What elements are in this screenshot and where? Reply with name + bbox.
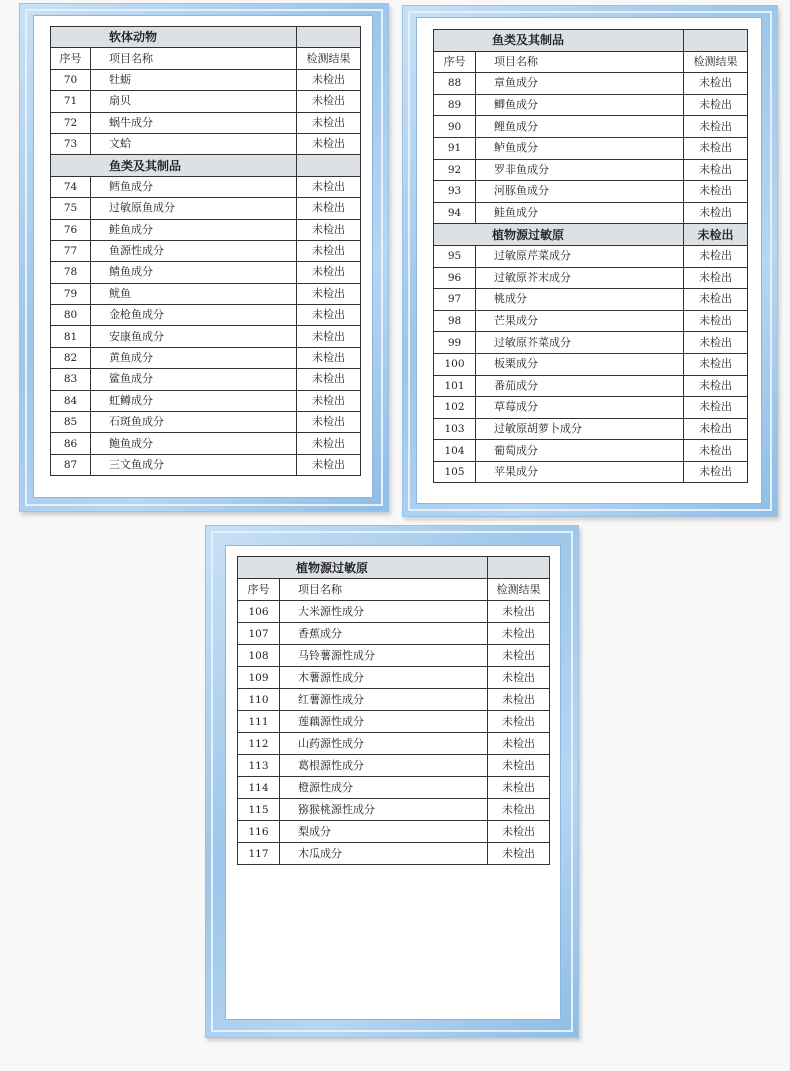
section-header <box>434 224 748 246</box>
table-row <box>238 799 550 821</box>
table-row <box>51 454 361 475</box>
section-header <box>238 557 550 579</box>
table-row <box>51 412 361 433</box>
row-number: 99 <box>434 332 476 354</box>
row-number: 89 <box>434 94 476 116</box>
row-item-name: 鱼源性成分 <box>91 240 297 261</box>
row-result: 未检出 <box>684 94 748 116</box>
row-result: 未检出 <box>297 433 361 454</box>
panel-3-table <box>237 556 550 865</box>
panel-2-paper <box>416 17 762 504</box>
row-item-name: 芒果成分 <box>476 310 684 332</box>
table-row <box>238 711 550 733</box>
row-item-name: 木瓜成分 <box>280 843 488 865</box>
row-number: 94 <box>434 202 476 224</box>
row-item-name: 大米源性成分 <box>280 601 488 623</box>
panel-3-frame <box>205 525 579 1038</box>
row-result: 未检出 <box>488 755 550 777</box>
row-item-name: 苹果成分 <box>476 461 684 483</box>
panel-1-table <box>50 26 361 476</box>
row-number: 106 <box>238 601 280 623</box>
table-row <box>434 461 748 483</box>
row-number: 78 <box>51 262 91 283</box>
table-row <box>51 133 361 154</box>
row-result: 未检出 <box>684 289 748 311</box>
table-row <box>238 755 550 777</box>
row-result: 未检出 <box>684 332 748 354</box>
row-item-name: 鲑鱼成分 <box>476 202 684 224</box>
table-row <box>51 283 361 304</box>
row-item-name: 罗非鱼成分 <box>476 159 684 181</box>
section-header <box>51 155 361 176</box>
row-item-name: 过敏原芥末成分 <box>476 267 684 289</box>
row-number: 72 <box>51 112 91 133</box>
table-row <box>434 181 748 203</box>
row-number: 75 <box>51 198 91 219</box>
row-result: 未检出 <box>684 267 748 289</box>
table-row <box>434 267 748 289</box>
row-number: 70 <box>51 69 91 90</box>
panel-1-frame <box>19 3 389 512</box>
row-item-name: 板栗成分 <box>476 353 684 375</box>
table-row <box>51 433 361 454</box>
row-item-name: 文蛤 <box>91 133 297 154</box>
row-result: 未检出 <box>488 843 550 865</box>
row-item-name: 鱿鱼 <box>91 283 297 304</box>
row-item-name: 安康鱼成分 <box>91 326 297 347</box>
section-header <box>51 27 361 48</box>
row-number: 107 <box>238 623 280 645</box>
row-result: 未检出 <box>297 326 361 347</box>
row-result: 未检出 <box>684 202 748 224</box>
row-item-name: 鲑鱼成分 <box>91 219 297 240</box>
table-row <box>238 733 550 755</box>
row-number: 79 <box>51 283 91 304</box>
row-item-name: 葡萄成分 <box>476 440 684 462</box>
row-result: 未检出 <box>297 133 361 154</box>
table-row <box>51 112 361 133</box>
row-item-name: 过敏原芹菜成分 <box>476 245 684 267</box>
row-result: 未检出 <box>488 799 550 821</box>
row-number: 112 <box>238 733 280 755</box>
table-row <box>434 397 748 419</box>
table-row <box>238 667 550 689</box>
row-item-name: 香蕉成分 <box>280 623 488 645</box>
row-item-name: 梨成分 <box>280 821 488 843</box>
row-item-name: 桃成分 <box>476 289 684 311</box>
row-result: 未检出 <box>488 645 550 667</box>
row-result: 未检出 <box>297 412 361 433</box>
row-number: 104 <box>434 440 476 462</box>
table-row <box>238 843 550 865</box>
row-result: 未检出 <box>684 245 748 267</box>
section-title: 植物源过敏原 <box>238 557 488 579</box>
row-number: 82 <box>51 347 91 368</box>
table-row <box>434 116 748 138</box>
row-result: 未检出 <box>297 176 361 197</box>
col-header-result: 检测结果 <box>297 48 361 69</box>
table-row <box>51 219 361 240</box>
row-item-name: 葛根源性成分 <box>280 755 488 777</box>
row-number: 113 <box>238 755 280 777</box>
table-row <box>51 305 361 326</box>
row-item-name: 草莓成分 <box>476 397 684 419</box>
table-row <box>51 390 361 411</box>
row-result: 未检出 <box>297 91 361 112</box>
row-result: 未检出 <box>488 821 550 843</box>
col-header-result: 检测结果 <box>488 579 550 601</box>
panel-1-tbody <box>51 27 361 476</box>
table-row <box>238 689 550 711</box>
table-row <box>51 69 361 90</box>
row-result: 未检出 <box>297 390 361 411</box>
row-result: 未检出 <box>488 777 550 799</box>
row-number: 85 <box>51 412 91 433</box>
row-item-name: 木薯源性成分 <box>280 667 488 689</box>
row-item-name: 过敏原芥菜成分 <box>476 332 684 354</box>
table-row <box>238 623 550 645</box>
table-row <box>51 198 361 219</box>
row-number: 76 <box>51 219 91 240</box>
row-number: 102 <box>434 397 476 419</box>
col-header-name: 项目名称 <box>91 48 297 69</box>
row-number: 114 <box>238 777 280 799</box>
row-item-name: 石斑鱼成分 <box>91 412 297 433</box>
row-item-name: 鲨鱼成分 <box>91 369 297 390</box>
row-number: 87 <box>51 454 91 475</box>
row-result: 未检出 <box>684 137 748 159</box>
row-number: 73 <box>51 133 91 154</box>
table-row <box>434 418 748 440</box>
row-result: 未检出 <box>297 240 361 261</box>
row-number: 108 <box>238 645 280 667</box>
row-number: 96 <box>434 267 476 289</box>
table-row <box>238 777 550 799</box>
table-row <box>51 240 361 261</box>
row-item-name: 三文鱼成分 <box>91 454 297 475</box>
row-number: 77 <box>51 240 91 261</box>
row-number: 95 <box>434 245 476 267</box>
section-title: 植物源过敏原 <box>434 224 684 246</box>
table-row <box>434 440 748 462</box>
table-row <box>51 176 361 197</box>
section-title: 鱼类及其制品 <box>434 30 684 52</box>
row-number: 109 <box>238 667 280 689</box>
col-header-no: 序号 <box>434 51 476 73</box>
table-row <box>434 159 748 181</box>
column-header-row <box>434 51 748 73</box>
section-title: 软体动物 <box>51 27 297 48</box>
row-number: 97 <box>434 289 476 311</box>
row-result: 未检出 <box>488 623 550 645</box>
row-result: 未检出 <box>297 198 361 219</box>
row-number: 103 <box>434 418 476 440</box>
row-item-name: 鲭鱼成分 <box>91 262 297 283</box>
panel-2-frame <box>402 5 778 517</box>
row-result: 未检出 <box>684 440 748 462</box>
col-header-no: 序号 <box>51 48 91 69</box>
table-row <box>434 94 748 116</box>
panel-2-tbody <box>434 30 748 483</box>
panel-3-tbody <box>238 557 550 865</box>
table-row <box>434 137 748 159</box>
row-number: 91 <box>434 137 476 159</box>
row-result: 未检出 <box>297 305 361 326</box>
row-result: 未检出 <box>488 689 550 711</box>
table-row <box>434 332 748 354</box>
row-item-name: 虹鳟成分 <box>91 390 297 411</box>
row-result: 未检出 <box>488 667 550 689</box>
table-row <box>434 73 748 95</box>
row-result: 未检出 <box>684 397 748 419</box>
panel-1-paper <box>33 15 373 498</box>
row-result: 未检出 <box>297 112 361 133</box>
row-number: 93 <box>434 181 476 203</box>
row-item-name: 金枪鱼成分 <box>91 305 297 326</box>
row-number: 111 <box>238 711 280 733</box>
row-result: 未检出 <box>488 601 550 623</box>
col-header-name: 项目名称 <box>280 579 488 601</box>
row-item-name: 猕猴桃源性成分 <box>280 799 488 821</box>
row-item-name: 鲍鱼成分 <box>91 433 297 454</box>
row-result: 未检出 <box>684 353 748 375</box>
row-number: 100 <box>434 353 476 375</box>
row-number: 81 <box>51 326 91 347</box>
row-number: 90 <box>434 116 476 138</box>
row-result: 未检出 <box>684 159 748 181</box>
row-result: 未检出 <box>488 733 550 755</box>
col-header-no: 序号 <box>238 579 280 601</box>
row-result: 未检出 <box>488 711 550 733</box>
row-number: 110 <box>238 689 280 711</box>
col-header-name: 项目名称 <box>476 51 684 73</box>
table-row <box>434 289 748 311</box>
row-result: 未检出 <box>297 347 361 368</box>
table-row <box>238 821 550 843</box>
row-item-name: 章鱼成分 <box>476 73 684 95</box>
row-item-name: 橙源性成分 <box>280 777 488 799</box>
panel-2-table <box>433 29 748 483</box>
row-item-name: 鲤鱼成分 <box>476 116 684 138</box>
row-number: 101 <box>434 375 476 397</box>
section-result: 未检出 <box>684 224 748 246</box>
row-number: 71 <box>51 91 91 112</box>
row-item-name: 蜗牛成分 <box>91 112 297 133</box>
section-result <box>684 30 748 52</box>
table-row <box>51 91 361 112</box>
row-item-name: 番茄成分 <box>476 375 684 397</box>
row-result: 未检出 <box>684 73 748 95</box>
row-number: 98 <box>434 310 476 332</box>
row-item-name: 山药源性成分 <box>280 733 488 755</box>
table-row <box>434 202 748 224</box>
table-row <box>51 262 361 283</box>
row-result: 未检出 <box>297 369 361 390</box>
row-result: 未检出 <box>684 418 748 440</box>
row-number: 105 <box>434 461 476 483</box>
row-item-name: 马铃薯源性成分 <box>280 645 488 667</box>
row-result: 未检出 <box>684 116 748 138</box>
column-header-row <box>51 48 361 69</box>
row-number: 80 <box>51 305 91 326</box>
row-item-name: 过敏原胡萝卜成分 <box>476 418 684 440</box>
row-item-name: 鳕鱼成分 <box>91 176 297 197</box>
col-header-result: 检测结果 <box>684 51 748 73</box>
row-result: 未检出 <box>684 461 748 483</box>
table-row <box>238 645 550 667</box>
row-number: 83 <box>51 369 91 390</box>
row-number: 86 <box>51 433 91 454</box>
table-row <box>434 375 748 397</box>
row-item-name: 扇贝 <box>91 91 297 112</box>
section-result <box>297 155 361 176</box>
table-row <box>51 369 361 390</box>
panel-3-paper <box>225 545 561 1020</box>
row-result: 未检出 <box>297 262 361 283</box>
table-row <box>238 601 550 623</box>
table-row <box>434 310 748 332</box>
row-item-name: 红薯源性成分 <box>280 689 488 711</box>
row-item-name: 牡蛎 <box>91 69 297 90</box>
row-number: 92 <box>434 159 476 181</box>
row-number: 115 <box>238 799 280 821</box>
section-title: 鱼类及其制品 <box>51 155 297 176</box>
row-item-name: 莲藕源性成分 <box>280 711 488 733</box>
row-item-name: 鲈鱼成分 <box>476 137 684 159</box>
row-number: 74 <box>51 176 91 197</box>
row-result: 未检出 <box>684 310 748 332</box>
section-result <box>488 557 550 579</box>
column-header-row <box>238 579 550 601</box>
row-result: 未检出 <box>684 181 748 203</box>
table-row <box>434 353 748 375</box>
section-header <box>434 30 748 52</box>
row-number: 117 <box>238 843 280 865</box>
row-item-name: 鲫鱼成分 <box>476 94 684 116</box>
row-item-name: 河豚鱼成分 <box>476 181 684 203</box>
table-row <box>51 326 361 347</box>
row-result: 未检出 <box>297 283 361 304</box>
table-row <box>51 347 361 368</box>
row-number: 116 <box>238 821 280 843</box>
row-item-name: 黄鱼成分 <box>91 347 297 368</box>
row-result: 未检出 <box>297 219 361 240</box>
row-number: 88 <box>434 73 476 95</box>
row-result: 未检出 <box>684 375 748 397</box>
section-result <box>297 27 361 48</box>
row-result: 未检出 <box>297 69 361 90</box>
table-row <box>434 245 748 267</box>
row-item-name: 过敏原鱼成分 <box>91 198 297 219</box>
row-result: 未检出 <box>297 454 361 475</box>
row-number: 84 <box>51 390 91 411</box>
